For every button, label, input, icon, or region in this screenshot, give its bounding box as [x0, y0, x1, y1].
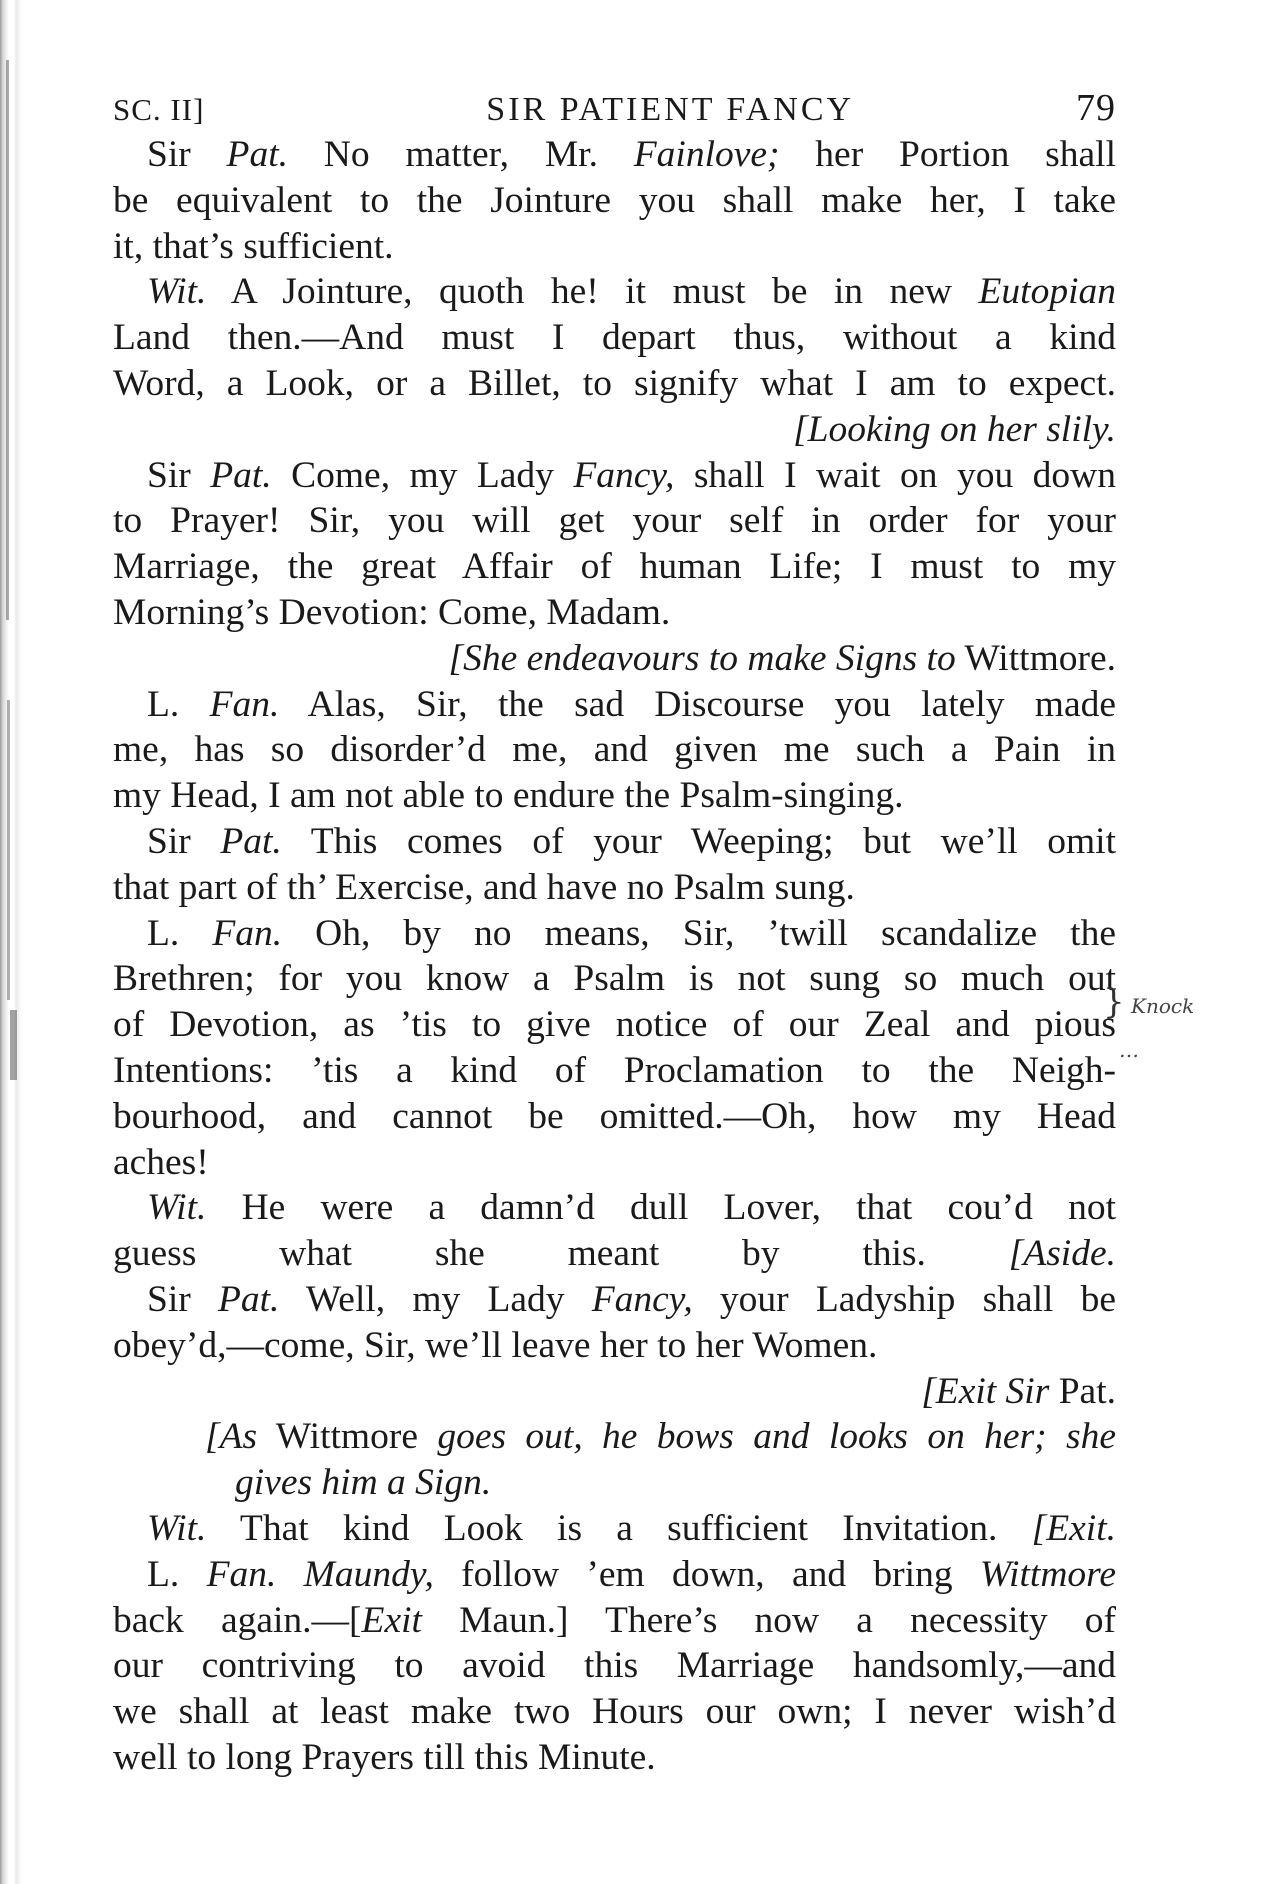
- binding-mark: [6, 60, 9, 620]
- text-run: Sir: [147, 454, 211, 496]
- text-line: [113, 819, 1116, 865]
- text-line: [113, 865, 1116, 911]
- text-run: Land then.—And must I depart thus, without a kind: [113, 317, 1116, 359]
- text-run: your Ladyship shall be: [692, 1278, 1116, 1320]
- text-run: our contriving to avoid this Marriage handsomly,—and: [113, 1645, 1116, 1687]
- text-line: [113, 269, 1116, 315]
- italic-run: [Exit Sir: [921, 1370, 1050, 1412]
- text-line: [113, 178, 1116, 224]
- text-run: we shall at least make two Hours our own; I never wish’d: [113, 1691, 1116, 1733]
- text-line: [113, 1094, 1116, 1140]
- text-line: [113, 1231, 1116, 1277]
- scan-gutter: [0, 0, 26, 1884]
- italic-run: Fancy,: [591, 1278, 693, 1320]
- text-run: This comes of your Weeping; but we’ll omit: [281, 820, 1116, 862]
- text-line: [113, 132, 1116, 178]
- text-line: [113, 727, 1116, 773]
- italic-run: Eutopian: [978, 271, 1116, 313]
- text-run: Wittmore: [257, 1416, 438, 1458]
- text-line: [113, 1140, 1116, 1186]
- text-run: bourhood, and cannot be omitted.—Oh, how my Head: [113, 1095, 1116, 1137]
- text-line: [113, 315, 1116, 361]
- text-run: Sir: [147, 134, 227, 175]
- italic-run: Pat.: [220, 820, 282, 862]
- text-line: [113, 636, 1116, 682]
- text-run: L.: [147, 1553, 207, 1595]
- text-line: [113, 1552, 1116, 1598]
- italic-run: [She endeavours to make Signs to: [448, 637, 956, 679]
- text-line: [113, 407, 1116, 453]
- text-run: obey’d,—come, Sir, we’ll leave her to her Women.: [113, 1324, 878, 1366]
- text-run: Brethren; for you know a Psalm is not sung so much out: [113, 958, 1116, 1000]
- text-run: Well, my Lady: [279, 1278, 592, 1320]
- margin-note-line-1: Knock: [1131, 994, 1195, 1018]
- play-text: [113, 132, 1116, 1781]
- text-run: that part of th’ Exercise, and have no Psalm sung.: [113, 866, 855, 908]
- text-run: follow ’em down, and bring: [433, 1553, 980, 1595]
- italic-run: [Exit.: [1031, 1507, 1116, 1549]
- text-run: my Head, I am not able to endure the Psalm-singing.: [113, 775, 904, 817]
- text-run: be equivalent to the Jointure you shall make her, I take: [113, 179, 1116, 221]
- text-run: guess what she meant by this.: [113, 1233, 926, 1275]
- text-line: [113, 1185, 1116, 1231]
- text-line: [113, 1002, 1116, 1048]
- text-run: to Prayer! Sir, you will get your self in order for your: [113, 500, 1116, 542]
- text-run: L.: [147, 912, 213, 954]
- text-run: Pat.: [1049, 1370, 1116, 1412]
- text-run: Sir: [147, 1278, 218, 1320]
- text-line: [113, 773, 1116, 819]
- margin-note-line-2: …: [1119, 1038, 1139, 1062]
- italic-run: Fan. Maundy,: [206, 1553, 434, 1595]
- text-run: back again.—[: [113, 1599, 362, 1641]
- text-run: Come, my Lady: [271, 454, 574, 496]
- running-title: SIR PATIENT FANCY: [486, 91, 855, 128]
- text-line: [113, 544, 1116, 590]
- running-header: [113, 86, 1116, 132]
- text-line: [113, 1598, 1116, 1644]
- italic-run: [Aside.: [1008, 1233, 1117, 1275]
- text-run: Maun.] There’s now a necessity of: [421, 1599, 1116, 1641]
- italic-run: gives him a Sign.: [235, 1462, 492, 1504]
- margin-brace: }: [1103, 982, 1125, 1022]
- text-run: No matter, Mr.: [288, 134, 634, 175]
- italic-run: Pat.: [226, 134, 288, 175]
- text-run: Wittmore.: [955, 637, 1116, 679]
- text-line: [113, 1369, 1116, 1415]
- text-line: [113, 1735, 1116, 1781]
- text-line: [113, 361, 1116, 407]
- text-run: Oh, by no means, Sir, ’twill scandalize the: [282, 912, 1116, 954]
- binding-mark: [10, 1010, 17, 1080]
- section-label: SC. II]: [113, 92, 205, 127]
- italic-run: goes out, he bows and looks on her; she: [437, 1416, 1116, 1458]
- text-run: me, has so disorder’d me, and given me such a Pain in: [113, 729, 1116, 771]
- text-run: Marriage, the great Affair of human Life; I must to my: [113, 546, 1116, 588]
- text-run: it, that’s sufficient.: [113, 225, 394, 267]
- text-run: He were a damn’d dull Lover, that cou’d not: [206, 1187, 1116, 1229]
- italic-run: Wittmore: [979, 1553, 1116, 1595]
- italic-run: Fan.: [209, 683, 280, 725]
- italic-run: Fainlove;: [633, 134, 780, 175]
- italic-run: [As: [205, 1416, 258, 1458]
- text-run: Morning’s Devotion: Come, Madam.: [113, 591, 671, 633]
- text-line: [113, 1506, 1116, 1552]
- text-run: her Portion shall: [779, 134, 1117, 175]
- text-line: [113, 1048, 1116, 1094]
- book-page: [113, 86, 1116, 1781]
- italic-run: [Looking on her slily.: [793, 408, 1116, 450]
- italic-run: Pat.: [210, 454, 272, 496]
- text-run: A Jointure, quoth he! it must be in new: [206, 271, 979, 313]
- text-line: [113, 1460, 1116, 1506]
- text-line: [113, 453, 1116, 499]
- handwritten-margin-note: [1103, 980, 1253, 1072]
- text-run: well to long Prayers till this Minute.: [113, 1736, 656, 1778]
- text-run: Sir: [147, 820, 221, 862]
- text-line: [113, 590, 1116, 636]
- italic-run: Wit.: [147, 1507, 207, 1549]
- text-run: Intentions: ’tis a kind of Proclamation to the Neigh-: [113, 1049, 1116, 1091]
- page-number: 79: [1075, 87, 1116, 129]
- text-run: of Devotion, as ’tis to give notice of our Zeal and pious: [113, 1004, 1116, 1046]
- text-line: [113, 1323, 1116, 1369]
- text-line: [113, 224, 1116, 270]
- text-run: shall I wait on you down: [674, 454, 1117, 496]
- text-line: [113, 956, 1116, 1002]
- text-run: [926, 1233, 1009, 1274]
- text-run: Word, a Look, or a Billet, to signify what I am to expect.: [113, 362, 1116, 404]
- italic-run: Wit.: [147, 1187, 207, 1229]
- text-run: L.: [147, 683, 210, 725]
- italic-run: Fan.: [212, 912, 283, 954]
- text-run: aches!: [113, 1141, 209, 1183]
- text-line: [113, 1277, 1116, 1323]
- text-line: [113, 682, 1116, 728]
- text-run: Alas, Sir, the sad Discourse you lately made: [279, 683, 1116, 725]
- italic-run: Fancy,: [573, 454, 675, 496]
- binding-mark: [7, 700, 10, 1000]
- text-line: [113, 911, 1116, 957]
- text-run: That kind Look is a sufficient Invitation.: [206, 1507, 1032, 1549]
- text-line: [113, 1414, 1116, 1460]
- text-line: [113, 1643, 1116, 1689]
- text-line: [113, 1689, 1116, 1735]
- italic-run: Exit: [361, 1599, 422, 1641]
- text-line: [113, 498, 1116, 544]
- italic-run: Pat.: [217, 1278, 280, 1320]
- italic-run: Wit.: [147, 271, 207, 313]
